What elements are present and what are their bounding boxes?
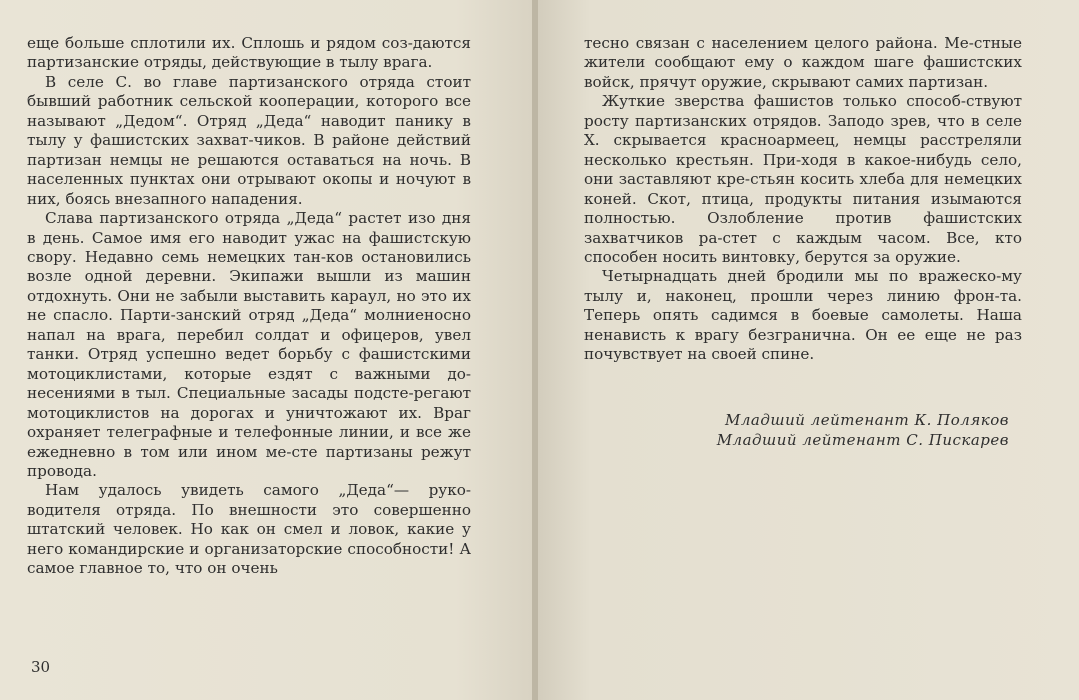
left-paragraph-1: еще больше сплотили их. Сплошь и рядом соз-даются партизанские отряды, действующие в тылу врага. <box>27 34 471 72</box>
page-number: 30 <box>31 658 51 676</box>
signature-line-2: Младший лейтенант С. Пискарев <box>716 430 1009 449</box>
right-text-column <box>584 34 1022 365</box>
right-page <box>536 0 1079 700</box>
left-page <box>0 0 536 700</box>
right-paragraph-3: Четырнадцать дней бродили мы по вражеско-му тылу и, наконец, прошли через линию фрон-та. Теперь опять садимся в боевые самолеты. Наша ненависть к врагу безгранична. Он ее еще не раз почувствует на своей спине. <box>584 267 1022 364</box>
left-text-column <box>27 34 471 579</box>
left-paragraph-3: Слава партизанского отряда „Деда“ растет изо дня в день. Самое имя его наводит ужас на фашистскую свору. Недавно семь немецких тан-ков остановились возле одной деревни. Экипажи вышли из машин отдохнуть. Они не забыли выставить караул, но это их не спасло. Парти-занский отряд „Деда“ молниеносно напал на врага, перебил солдат и офицеров, увел танки. Отряд успешно ведет борьбу с фашистскими мотоциклистами, которые ездят с важными до-несениями в тыл. Специальные засады подсте-регают мотоциклистов на дорогах и уничтожают их. Враг охраняет телеграфные и телефонные линии, и все же ежедневно в том или ином ме-сте партизаны режут провода. <box>27 209 471 480</box>
left-paragraph-2: В селе С. во главе партизанского отряда стоит бывший работник сельской кооперации, которого все называют „Дедом“. Отряд „Деда“ наводит панику в тылу у фашистских захват-чиков. В районе действий партизан немцы не решаются оставаться на ночь. В населенных пунктах они отрывают окопы и ночуют в них, боясь внезапного нападения. <box>27 72 471 208</box>
right-paragraph-1: тесно связан с населением целого района. Ме-стные жители сообщают ему о каждом шаге фашистских войск, прячут оружие, скрывают самих партизан. <box>584 34 1022 91</box>
signature-line-1: Младший лейтенант К. Поляков <box>725 411 1009 429</box>
signature-block <box>717 411 1009 450</box>
left-paragraph-4: Нам удалось увидеть самого „Деда“— руко-водителя отряда. По внешности это совершенно штатский человек. Но как он смел и ловок, какие у него командирские и организаторские способности! А самое главное то, что он очень <box>27 481 471 578</box>
book-gutter <box>532 0 538 700</box>
right-paragraph-2: Жуткие зверства фашистов только способ-ствуют росту партизанских отрядов. Заподо зрев, что в селе Х. скрывается красноармеец, немцы расстреляли несколько крестьян. При-ходя в какое-нибудь село, они заставляют кре-стьян косить хлеба для немецких коней. Скот, птица, продукты питания изымаются полностью. Озлобление против фашистских захватчиков ра-стет с каждым часом. Все, кто способен носить винтовку, берутся за оружие. <box>584 92 1022 266</box>
